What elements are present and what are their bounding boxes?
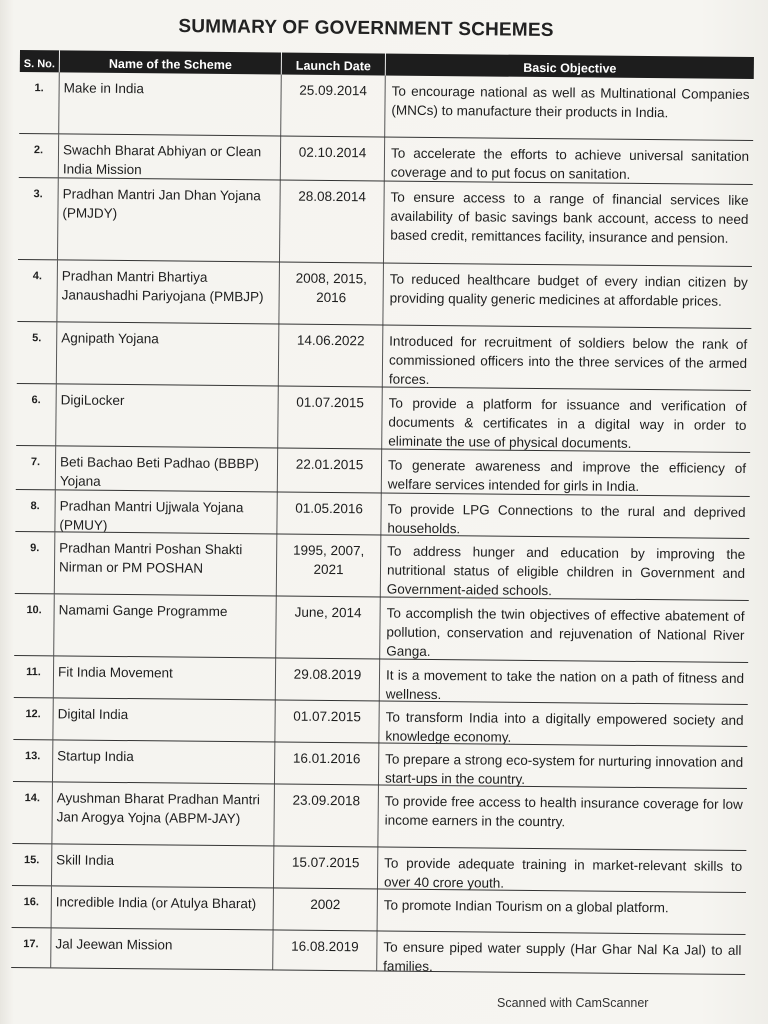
row-objective: To accelerate the efforts to achieve universal sanitation coverage and to put focus on sanitation. — [390, 145, 750, 182]
row-scheme-name: Pradhan Mantri Poshan Shakti Nirman or PM POSHAN — [55, 532, 278, 595]
table-row — [19, 134, 753, 185]
row-sno: 3. — [18, 178, 59, 259]
row-sno: 17. — [11, 928, 51, 967]
row-scheme-name: Swachh Bharat Abhiyan or Clean India Mission — [59, 134, 281, 179]
row-launch-date: 01.07.2015 — [275, 700, 379, 742]
table-body — [11, 72, 754, 975]
row-sno: 1. — [19, 72, 60, 133]
header-name: Name of the Scheme — [60, 50, 282, 74]
row-objective: To ensure access to a range of financial services like availability of basic savings bank account, access to need based credit, remittances facility, insurance and pension. — [390, 189, 749, 246]
table-row — [19, 72, 754, 141]
header-objective: Basic Objective — [523, 60, 617, 76]
row-objective: To address hunger and education by improving the nutritional status of eligible children in Government and Government-aided schools. — [386, 543, 746, 599]
row-scheme-name: Make in India — [59, 72, 282, 135]
row-scheme-name: Startup India — [53, 740, 275, 783]
table-row — [12, 886, 746, 935]
row-scheme-name: Pradhan Mantri Jan Dhan Yojana (PMJDY) — [58, 178, 281, 261]
row-launch-date: 23.09.2018 — [274, 784, 379, 846]
table-row — [15, 532, 750, 601]
row-sno: 9. — [15, 532, 56, 593]
row-launch-date: 28.08.2014 — [280, 181, 385, 263]
row-scheme-name: Jal Jeewan Mission — [51, 928, 273, 969]
row-scheme-name: Namami Gange Programme — [54, 594, 277, 657]
row-scheme-name: Digital India — [53, 698, 275, 741]
row-sno: 12. — [13, 698, 53, 739]
table-row — [14, 594, 749, 663]
row-launch-date: 16.08.2019 — [273, 930, 377, 970]
row-scheme-name: Pradhan Mantri Bhartiya Janaushadhi Pariyojana (PMBJP) — [57, 260, 280, 323]
table-row — [12, 782, 747, 851]
table-row — [17, 322, 752, 391]
row-launch-date: 14.06.2022 — [279, 325, 384, 387]
row-scheme-name: Incredible India (or Atulya Bharat) — [52, 886, 274, 929]
row-scheme-name: Fit India Movement — [54, 656, 276, 699]
row-launch-date: 15.07.2015 — [274, 846, 378, 888]
table-row — [15, 490, 749, 539]
row-launch-date: 1995, 2007, 2021 — [277, 534, 382, 596]
row-objective: To ensure piped water supply (Har Ghar Nal Ka Jal) to all families. — [383, 939, 742, 975]
row-launch-date: 25.09.2014 — [281, 75, 386, 137]
table-row — [16, 384, 751, 453]
row-scheme-name: Beti Bachao Beti Padhao (BBBP) Yojana — [56, 446, 278, 491]
row-objective: To encourage national as well as Multinational Companies (MNCs) to manufacture their products in India. — [391, 83, 750, 121]
row-objective: To transform India into a digitally empowered society and knowledge economy. — [385, 709, 744, 745]
row-sno: 16. — [12, 886, 52, 927]
row-objective: To provide adequate training in market-relevant skills to over 40 crore youth. — [383, 855, 743, 891]
row-objective: To reduced healthcare budget of every indian citizen by providing quality generic medicines at affordable prices. — [389, 271, 748, 309]
table-row — [16, 446, 750, 497]
row-objective: To provide a platform for issuance and verification of documents & certificates in a digital way in order to eliminate the use of physical documents. — [388, 395, 747, 451]
table-row — [17, 260, 752, 329]
row-scheme-name: Ayushman Bharat Pradhan Mantri Jan Arogya Yojna (ABPM-JAY) — [52, 782, 275, 845]
table-row — [13, 698, 747, 747]
row-scheme-name: DigiLocker — [56, 384, 279, 447]
row-objective: It is a movement to take the nation on a path of fitness and wellness. — [385, 667, 745, 703]
row-objective: To provide LPG Connections to the rural and deprived households. — [387, 501, 746, 537]
schemes-table — [11, 50, 754, 975]
row-sno: 5. — [17, 322, 58, 383]
row-objective: Introduced for recruitment of soldiers below the rank of commissioned officers into the three services of the armed forces. — [388, 333, 748, 387]
row-sno: 2. — [19, 134, 59, 177]
row-sno: 13. — [13, 740, 53, 781]
row-launch-date: 2008, 2015, 2016 — [279, 263, 384, 325]
table-row — [18, 178, 753, 267]
row-sno: 15. — [12, 844, 52, 885]
row-sno: 11. — [14, 656, 54, 697]
table-row — [12, 844, 746, 893]
header-sno: S. No. — [20, 50, 60, 72]
row-launch-date: June, 2014 — [276, 596, 381, 658]
row-launch-date: 2002 — [274, 888, 378, 930]
page-title: SUMMARY OF GOVERNMENT SCHEMES — [178, 16, 554, 41]
row-launch-date: 01.05.2016 — [277, 492, 381, 534]
row-objective: To promote Indian Tourism on a global platform. — [383, 897, 669, 916]
table-row — [11, 928, 745, 975]
row-launch-date: 16.01.2016 — [275, 742, 379, 784]
row-scheme-name: Skill India — [52, 844, 274, 887]
row-sno: 4. — [17, 260, 58, 321]
row-objective: To provide free access to health insurance coverage for low income earners in the country. — [384, 793, 743, 830]
row-sno: 7. — [16, 446, 56, 489]
row-sno: 10. — [14, 594, 55, 655]
row-launch-date: 22.01.2015 — [278, 448, 382, 492]
row-objective: To generate awareness and improve the efficiency of welfare services intended for girls in India. — [387, 457, 747, 494]
row-launch-date: 01.07.2015 — [278, 386, 383, 448]
row-objective: To prepare a strong eco-system for nurturing innovation and start-ups in the country. — [384, 751, 744, 787]
scanner-watermark: Scanned with CamScanner — [497, 996, 649, 1010]
header-date: Launch Date — [282, 53, 386, 76]
row-sno: 8. — [15, 490, 55, 531]
row-launch-date: 02.10.2014 — [281, 137, 385, 181]
row-scheme-name: Pradhan Mantri Ujjwala Yojana (PMUY) — [55, 490, 277, 533]
row-sno: 14. — [12, 782, 53, 843]
table-row — [14, 656, 748, 705]
table-row — [13, 740, 747, 789]
row-launch-date: 29.08.2019 — [276, 658, 380, 700]
row-objective: To accomplish the twin objectives of effective abatement of pollution, conservation and rejuvenation of National River Ganga. — [386, 605, 745, 659]
row-sno: 6. — [16, 384, 57, 445]
row-scheme-name: Agnipath Yojana — [57, 322, 280, 385]
